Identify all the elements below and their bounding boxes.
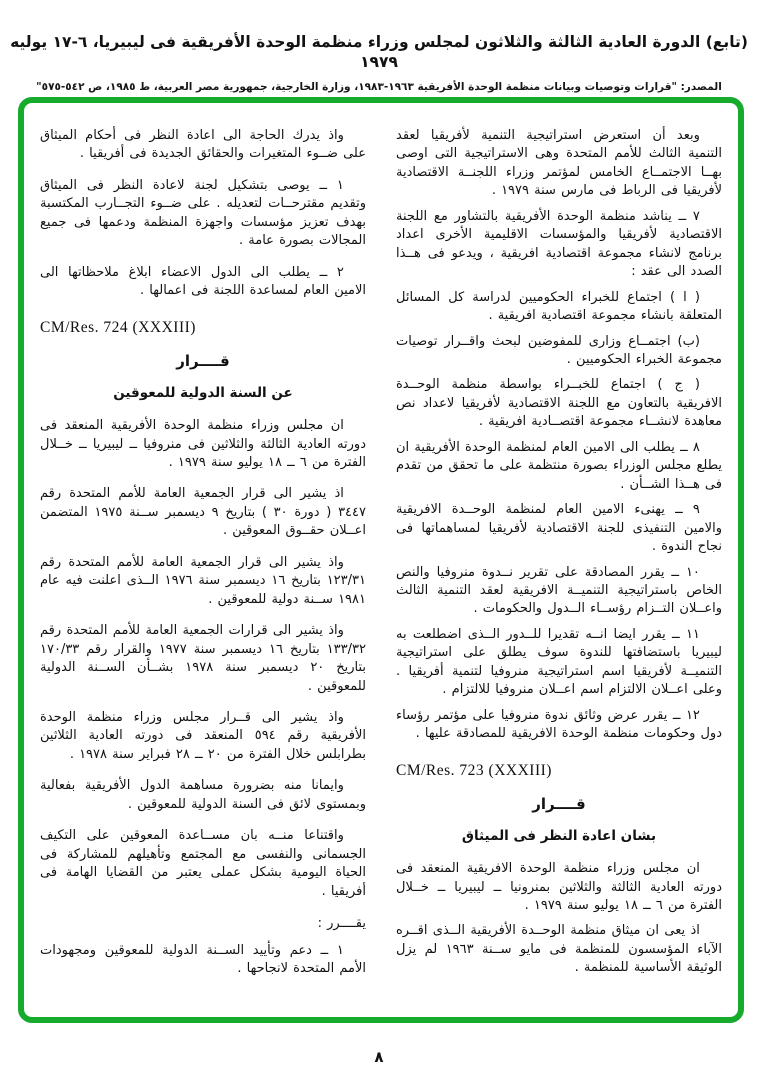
paragraph: ١٢ ــ يقرر عرض وثائق ندوة منروفيا على مؤتمر رؤساء دول وحكومات منظمة الوحدة الافريقية للمصادقة عليها . (396, 707, 722, 742)
resolution-subtitle: عن السنة الدولية للمعوقين (113, 384, 293, 401)
page-header (0, 0, 758, 93)
resolution-title: قــــرار (176, 351, 230, 370)
two-column-layout (40, 127, 722, 1011)
page-footer (0, 1047, 758, 1066)
resolution-reference-724: CM/Res. 724 (XXXIII) (40, 318, 196, 336)
paragraph: ان مجلس وزراء منظمة الوحدة الأفريقية المنعقد فى دورته العادية الثالثة والثلاثين فى منروفيا ــ ليبيريا ــ خــلال الفترة من ٦ ــ ١٨ يوليو سنة ١٩٧٩ . (40, 418, 366, 470)
green-border-frame (18, 97, 744, 1023)
paragraph: ١ ــ دعم وتأييد الســنة الدولية للمعوقين ومجهودات الأمم المتحدة لانجاحها . (40, 942, 366, 976)
page-number: ٨ (374, 1048, 384, 1066)
paragraph: واذ يدرك الحاجة الى اعادة النظر فى أحكام الميثاق على ضــوء المتغيرات والحقائق الجديدة فى أفريقيا . (40, 128, 366, 162)
paragraph: واذ يشير الى قرار الجمعية العامة للأمم المتحدة رقم ١٢٣/٣١ بتاريخ ١٦ ديسمبر سنة ١٩٧٦ الــذى اعلنت فيه عام ١٩٨١ ســنة دولية للمعوقين . (40, 554, 366, 607)
resolution-title: قــــرار (532, 794, 586, 813)
paragraph: ( ج ) اجتماع للخبــراء بواسطة منظمة الوحــدة الافريقية بالتعاون مع اللجنة الاقتصادية لأفريقيا لاعداد نص معاهدة لانشــاء مجموعة اقتصــادية افريقية . (396, 377, 722, 430)
paragraph: ٨ ــ يطلب الى الامين العام لمنظمة الوحدة الأفريقية ان يطلع مجلس الوزراء بصورة منتظمة على ما تحقق من تقدم فى هــذا الشــأن . (396, 439, 722, 492)
paragraph: اذ يشير الى قرار الجمعية العامة للأمم المتحدة رقم ٣٤٤٧ ( دورة ٣٠ ) بتاريخ ٩ ديسمبر ســنة ١٩٧٥ المتضمن اعــلان حقــوق المعوقين . (40, 486, 367, 539)
paragraph: ٩ ــ يهنىء الامين العام لمنظمة الوحــدة الافريقية والامين التنفيذى للجنة الاقتصادية لأفريقيا لمساهماتها فى نجاح الندوة . (396, 502, 722, 555)
column-left (40, 127, 366, 1011)
paragraph: ١٠ ــ يقرر المصادقة على تقرير نــدوة منروفيا والنص الخاص باستراتيجية التنميــة الافريقية لعقد التنمية الثالث واعــلان التــزام رؤســاء الــدول والحكومات . (396, 564, 722, 617)
paragraph: واذ يشير الى قــرار مجلس وزراء منظمة الوحدة الأفريقية رقم ٥٩٤ المنعقد فى دورته العادية الثلاثين بطرابلس خلال الفترة من ٢٠ ــ ٢٨ فبراير سنة ١٩٧٨ . (40, 709, 366, 762)
decides-label: يقــــرر : (317, 916, 366, 932)
paragraph: ١١ ــ يقرر ايضا انــه تقديرا للــدور الــذى اضطلعت به ليبيريا باستضافتها للندوة سوف يطلق على استراتيجية التنميــة لأفريقيا اسم استراتيجية منروفيا لتنمية أفريقيا . وعلى اعــلان الالتزام اسم اعــلان منروفيا للالتزام . (396, 626, 722, 698)
paragraph: ٧ ــ يناشد منظمة الوحدة الأفريقية بالتشاور مع اللجنة الاقتصادية لأفريقيا والمؤسسات الاقليمية الأخرى اعداد برنامج لانشاء مجموعة اقتصادية افريقية ، ويدعو فى هــذا الصدد الى عقد : (396, 208, 722, 280)
paragraph: وبعد أن استعرض استراتيجية التنمية لأفريقيا لعقد التنمية الثالث للأمم المتحدة وهى الاستراتيجية التى اوصى بهــا الاجتمــاع الخامس لمؤتمر وزراء اللجنــة الاقتصادية لأفريقيا فى الرباط فى مارس سنة ١٩٧٩ . (396, 128, 722, 199)
session-title: (تابع) الدورة العادية الثالثة والثلاثون لمجلس وزراء منظمة الوحدة الأفريقية فى ليبيريا، ٦-١٧ يوليه ١٩٧٩ (10, 33, 748, 72)
column-right (396, 127, 722, 1011)
resolution-reference-723: CM/Res. 723 (XXXIII) (396, 761, 552, 779)
paragraph: واقتناعا منــه بان مســاعدة المعوقين على التكيف الجسمانى والنفسى مع المجتمع وتأهيلهم للمشاركة فى الحياة اليومية بشكل عملى يعتبر من القضايا الهامة فى أفريقيا . (40, 828, 366, 899)
paragraph: ٢ ــ يطلب الى الدول الاعضاء ابلاغ ملاحظاتها الى الامين العام لمساعدة اللجنة فى اعمالها . (40, 264, 366, 299)
paragraph: ( ا ) اجتماع للخبراء الحكوميين لدراسة كل المسائل المتعلقة بانشاء مجموعة اقتصادية افريقية . (396, 289, 722, 324)
paragraph: وايمانا منه بضرورة مساهمة الدول الأفريقية بفعالية وبمستوى لائق فى السنة الدولية للمعوقين . (40, 778, 366, 812)
paragraph: ١ ــ يوصى بتشكيل لجنة لاعادة النظر فى الميثاق وتقديم مقترحــات لتعديله . على ضــوء التجــارب المكتسبة بهدف تعزيز مؤسسات واجهزة المنظمة ودعمها فى جميع المجالات بصورة عامة . (40, 177, 366, 249)
paragraph: واذ يشير الى قرارات الجمعية العامة للأمم المتحدة رقم ١٣٣/٣٢ بتاريخ ١٦ ديسمبر سنة ١٩٧٧ والقرار رقم ١٧٠/٣٣ بتاريخ ٢٠ ديسمبر سنة ١٩٧٨ بشــأن الســنة الدولية للمعوقين . (40, 623, 366, 694)
paragraph: اذ يعى ان ميثاق منظمة الوحــدة الأفريقية الــذى اقــره الآباء المؤسسون للمنظمة فى مايو ســنة ١٩٦٣ لم يزل الوثيقة الأساسية للمنظمة . (396, 923, 722, 976)
paragraph: (ب) اجتمــاع وزارى للمفوضين لبحث واقــرار توصيات مجموعة الخبراء الحكوميين . (396, 333, 722, 367)
resolution-subtitle: بشان اعادة النظر فى الميثاق (461, 827, 657, 844)
paragraph: ان مجلس وزراء منظمة الوحدة الافريقية المنعقد فى دورته العادية الثالثة والثلاثين بمنرونيا ــ ليبيريا ــ خــلال الفترة من ٦ ــ ١٨ يوليو سنة ١٩٧٩ . (396, 861, 722, 913)
source-line: المصدر: "قرارات وتوصيات وبيانات منظمة الوحدة الأفريقية ١٩٦٣-١٩٨٣، وزارة الخارجية، جمهورية مصر العربية، ط ١٩٨٥، ص ٥٤٢-٥٧٥" (36, 81, 722, 94)
